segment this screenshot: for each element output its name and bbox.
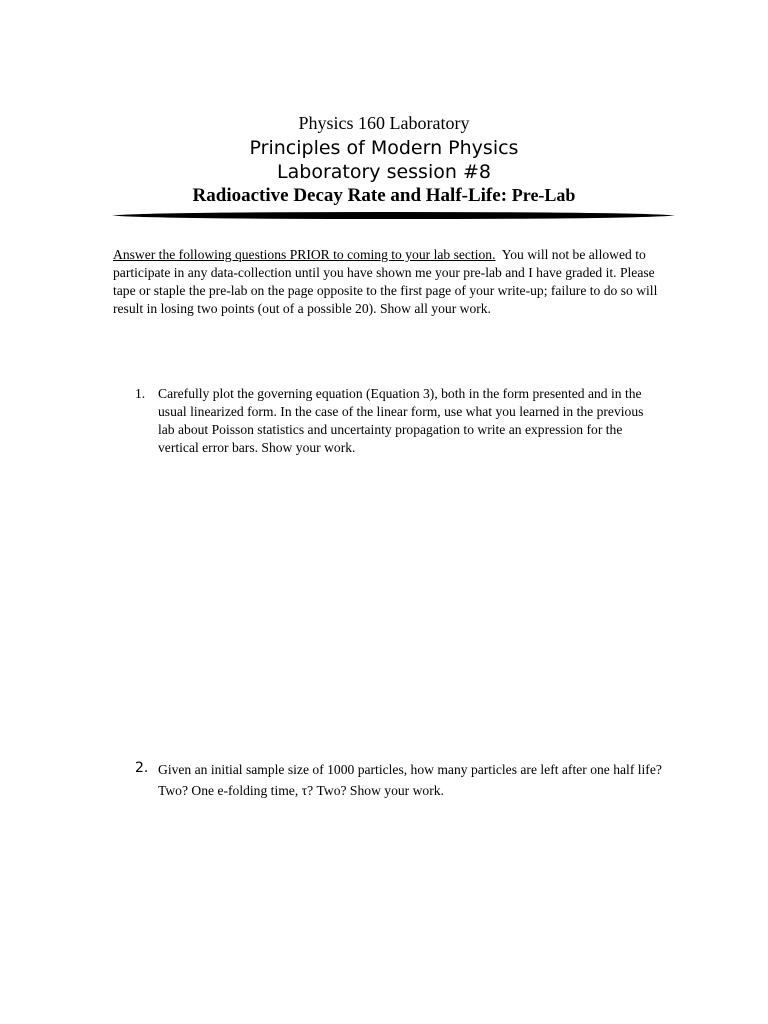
- header-divider: [112, 212, 675, 219]
- question-text: Carefully plot the governing equation (Equation 3), both in the form presented and in the usual linearized form. In the case of the linear form, use what you learned in the previous lab about Poisson statistics and uncertainty propagation to write an expression for the vertical error bars. Show your work.: [158, 386, 644, 455]
- course-subtitle: Principles of Modern Physics: [249, 137, 519, 159]
- instructions-lead: Answer the following questions PRIOR to coming to your lab section.: [113, 247, 496, 262]
- question-number: 2.: [135, 760, 149, 776]
- lab-title-suffix: Pre-Lab: [511, 185, 576, 205]
- instructions-paragraph: [113, 246, 661, 318]
- question-text: Given an initial sample size of 1000 particles, how many particles are left after one half life? Two? One e-folding time, τ? Two? Show your work.: [158, 762, 662, 798]
- session-label: Laboratory session #8: [277, 161, 491, 183]
- instructions-body: You will not be allowed to participate in any data-collection until you have shown me your pre-lab and I have graded it. Please tape or staple the pre-lab on the page opposite to the first page of your write-up; failure to do so will result in losing two points (out of a possible 20). Show all your work.: [113, 247, 658, 316]
- course-title: Physics 160 Laboratory: [298, 113, 470, 133]
- question-number: 1.: [135, 386, 146, 401]
- lab-title: [0, 185, 768, 207]
- lab-title-main: Radioactive Decay Rate and Half-Life:: [192, 185, 508, 206]
